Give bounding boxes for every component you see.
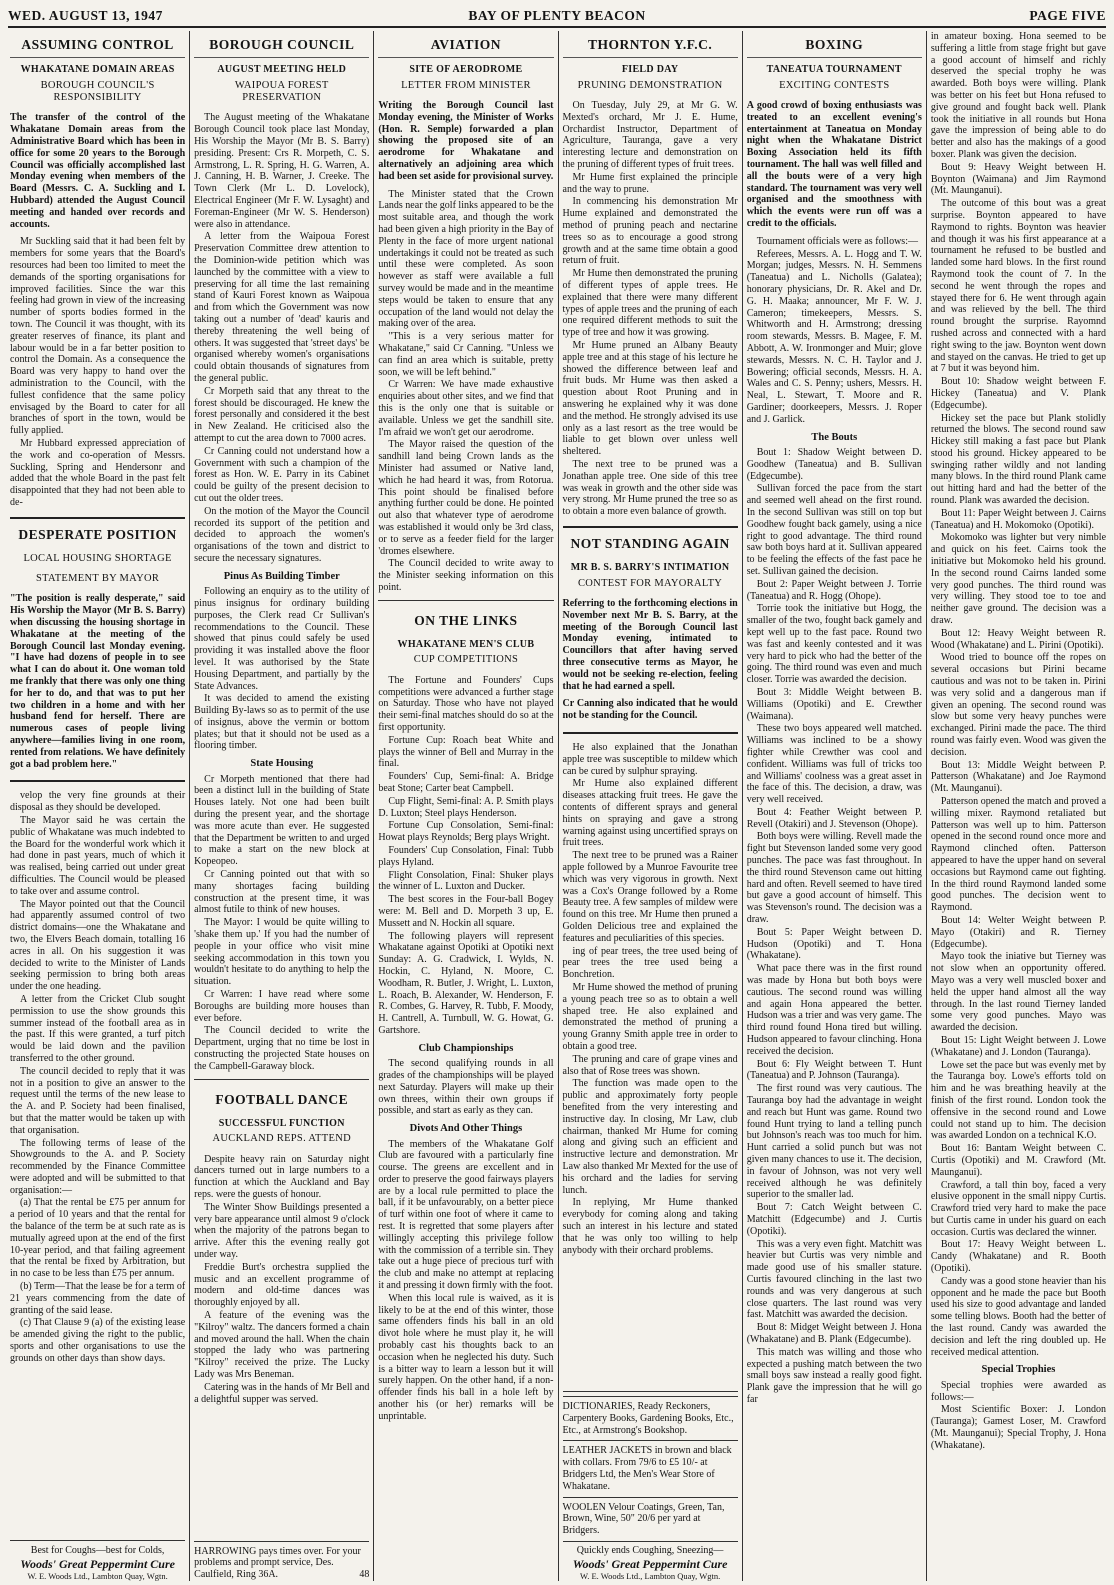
paragraph: The Fortune and Founders' Cups competitions were advanced a further stage on Saturday. Those who have not played their semi-final matches should do so at the first opportunity.	[378, 674, 554, 734]
boxed-article	[563, 526, 738, 734]
paragraph: Wood tried to bounce off the ropes on several occasions but Pirini became cautious and was not to be taken in. Pirini was very solid and a dangerous man if given an opening. The second round was slow but some very heavy punches were exchanged. Pirini made the pace. The third round was fairly even. Wood was given the decision.	[930, 652, 1107, 758]
subhead: AUGUST MEETING HELD	[217, 63, 347, 75]
advert-address: W. E. Woods Ltd., Lambton Quay, Wgtn.	[27, 1570, 168, 1581]
advert-number: 48	[359, 1569, 370, 1581]
column-1	[6, 31, 190, 1581]
paragraph: The best scores in the Four-ball Bogey were: M. Bell and D. Morpeth 3 up, E. Mussett and N. Hockin all square.	[378, 894, 554, 929]
paragraph: Most Scientific Boxer: J. London (Tauranga); Gamest Loser, M. Crawford (Mt. Maunganui); Special Trophy, J. Hona (Whakatane).	[930, 1404, 1107, 1451]
subhead: SITE OF AERODROME	[409, 63, 523, 75]
crosshead: Pinus As Building Timber	[223, 570, 340, 582]
paragraph: Bout 8: Midget Weight between J. Hona (Whakatane) and B. Plank (Edgecumbe).	[746, 1322, 922, 1345]
crosshead: Divots And Other Things	[409, 1123, 523, 1135]
paragraph: Catering was in the hands of Mr Bell and a delightful supper was served.	[194, 1381, 370, 1405]
paragraph: Bout 9: Heavy Weight between H. Boynton (Waimana) and Jim Raymond (Mt. Maunganui).	[930, 161, 1107, 197]
advert-address: W. E. Woods Ltd., Lambton Quay, Wgtn.	[579, 1570, 721, 1581]
paragraph: The next tree to be pruned was a Jonathan apple tree. One side of this tree was weak in growth and the other side was very strong. Mr Hume pruned the tree so as to obtain a more even balance of growth.	[562, 459, 738, 518]
paragraph: (b) Term—That the lease be for a term of 21 years commencing from the date of granting of the said lease.	[10, 1281, 186, 1316]
subhead: BOROUGH COUNCIL'S RESPONSIBILITY	[40, 79, 155, 104]
paragraph: Lowe set the pace but was evenly met by the Tauranga boy. Lowe's efforts told on him and he was breathing heavily at the finish of the first round. London took the offensive in the second round and Lowe could not stand up to him. The decision was awarded London on a technical K.O.	[930, 1059, 1107, 1142]
paragraph: On the motion of the Mayor the Council recorded its support of the petition and decided to approach the women's organisations of the town and district to secure the necessary signatures.	[194, 505, 370, 564]
paragraph: Bout 17: Heavy Weight between L. Candy (Whakatane) and R. Booth (Opotiki).	[930, 1239, 1107, 1275]
paragraph: Bout 10: Shadow weight between F. Hickey (Taneatua) and V. Plank (Edgecumbe).	[930, 376, 1107, 411]
divider	[194, 1079, 369, 1080]
paragraph: Cr Warren: I have read where some Boroughs are building more houses than ever before.	[194, 989, 370, 1024]
paragraph: Fortune Cup: Roach beat White and plays the winner of Bell and Murray in the final.	[378, 734, 554, 770]
headline-football-dance: FOOTBALL DANCE	[215, 1091, 349, 1107]
subhead: EXCITING CONTESTS	[779, 79, 890, 91]
headline-assuming-control: ASSUMING CONTROL	[10, 31, 185, 58]
paragraph: The outcome of this bout was a great surprise. Boynton appeared to have Raymond to rights. Boynton was heavier and though it was his first appearance at a tournament he refused to be bustled and landed some hard blows. In the first round Raymond took the count of 7. In the second he went through the ropes and stayed there for 6. He went through again and was relieved by the bell. The third round brought the surprise. Rayomnd rushed across and connected with a hard right swing to the jaw. Boynton went down and stayed on the canvas. He tried to get up at 7 but it was beyond him.	[930, 198, 1107, 375]
column-2	[190, 31, 374, 1581]
subhead: MR B. S. BARRY'S INTIMATION	[570, 561, 730, 573]
paragraph: The Mayor raised the question of the sandhill land being Crown lands as the Minister had assumed or Native land, which he had heard it was, from Rotorua. This point should be finalised before anything further could be done. He pointed out also that whatever type of aerodrome was established it would only be 3rd class, or to serve as a feeder field for the larger 'dromes elsewhere.	[378, 439, 554, 557]
advert-woods-peppermint	[563, 1541, 738, 1581]
advert-leather-jackets: LEATHER JACKETS in brown and black with collars. From 79/6 to £5 10/- at Bridgers Ltd, the Men's Wear Store of Whakatane.	[563, 1440, 738, 1496]
article-lead: Writing the Borough Council last Monday evening, the Minister of Works (Hon. R. Semple) forwarded a plan showing the proposed site of an aerodrome for Whakatane and alternatively an adjoining area which had been set aside for provisional survey.	[378, 100, 554, 182]
column-4	[559, 31, 743, 1581]
boxed-article	[10, 517, 185, 783]
paragraph: Hickey set the pace but Plank stolidly returned the blows. The second round saw Hickey still making a fast pace but Plank stood his ground. Hickey appeared to be swinging rather wildly and not landing many blows. In the third round Plank came out hitting hard and had the better of the round. Plank was awarded the decision.	[930, 412, 1107, 507]
subhead: CUP COMPETITIONS	[413, 654, 519, 666]
advert-dictionaries: DICTIONARIES, Ready Reckoners, Carpentery Books, Gardening Books, Etc., Etc., at Armstrong's Bookshop.	[563, 1396, 738, 1440]
paragraph: The Council decided to write the Department, urging that no time be lost in constructing the projected State houses on the Campbell-Garaway block.	[194, 1025, 370, 1072]
paragraph: A letter from the Cricket Club sought permission to use the show grounds this summer instead of the football area as in the past. If this were granted, a turf pitch would be laid down and the pavilion transferred to the other ground.	[10, 993, 186, 1064]
paragraph: The Council decided to write away to the Minister seeking information on this point.	[378, 558, 554, 593]
paragraph: When this local rule is waived, as it is likely to be at the end of this winter, those same offenders finds his ball in an old divot hole where he must play it, he will probably cast his thoughts back to an occasion when he neglected his duty. Such is a bitter way to learn a lesson but it will surely happen. On the other hand, if a non-offender finds his ball in a hole left by another his (or her) remarks will be unprintable.	[378, 1292, 554, 1422]
paragraph: What pace there was in the first round was made by Hona but both boys were cautious. The second round was willing and again Hona appeared the better. Hudson was a trier and was very game. The third round found Hona tired but willing. Hudson appeared to favour clinching. Hona received the decision.	[746, 963, 922, 1057]
paragraph: Cup Flight, Semi-final: A. P. Smith plays D. Luxton; Steel plays Henderson.	[378, 795, 554, 819]
paragraph: The next tree to be pruned was a Rainer apple followed by a Munroe Favourite tree which was very vigorous in growth. Next was a Cox's Orange followed by a Rome Beauty tree. A few samples of mildew were found on this tree. Mr Hume then pruned a Golden Delicious tree and explained the features and peculiarities of this species.	[562, 850, 738, 944]
paragraph: (a) That the rental be £75 per annum for a period of 10 years and that the rental for the balance of the term be at such rate as is mutually agreed upon at the end of the first 10-year period, and that failing agreement that the rental be fixed by Arbitration, but in no case to be less than £75 per annum.	[10, 1197, 186, 1280]
paragraph: Both boys were willing. Revell made the fight but Stevenson landed some very good punches. The pace was fast throughout. In the third round Stevenson came out hitting hard and often. Revell seemed to have tired but gave a good account of himself. This was Stevenson's round. The decision was a draw.	[746, 831, 922, 926]
paragraph: Bout 16: Bantam Weight between C. Curtis (Opotiki) and M. Crawford (Mt. Maunganui).	[930, 1143, 1107, 1178]
crosshead: Club Championships	[418, 1042, 514, 1054]
paragraph: Bout 11: Paper Weight between J. Cairns (Taneatua) and H. Mokomoko (Opotiki).	[930, 507, 1107, 531]
paragraph: Bout 5: Paper Weight between D. Hudson (Opotiki) and T. Hona (Whakatane).	[746, 926, 922, 962]
paragraph: The council decided to reply that it was not in a position to give an answer to the request until the terms of the new lease to the A. and P. Society had been finalised, but that the matter would be taken up with that organisation.	[10, 1065, 186, 1136]
subhead: SUCCESSFUL FUNCTION	[218, 1117, 345, 1129]
advert-harrowing	[194, 1541, 369, 1581]
paragraph: Bout 12: Heavy Weight between R. Wood (Whakatane) and L. Pirini (Opotiki).	[930, 627, 1107, 651]
paragraph: Candy was a good stone heavier than his opponent and he made the pace but Booth used his size to good advantage and landed some telling blows. Booth had the better of the last round. Candy was awarded the decision and left the ring doubled up. He received medical attention.	[930, 1275, 1107, 1358]
paragraph: He also explained that the Jonathan apple tree was susceptible to mildew which can be cured by sulphur spraying.	[562, 742, 738, 777]
paragraph: (c) That Clause 9 (a) of the existing lease be amended giving the right to the public, sports and other organisations to use the grounds on other days than show days.	[10, 1317, 186, 1364]
headline-borough-council: BOROUGH COUNCIL	[194, 31, 369, 58]
paragraph: Cr Morpeth mentioned that there had been a distinct lull in the building of State Houses lately. Not one had been built during the present year, and the shortage was more acute than ever. He suggested that the Department be written to and urged to make a start on the new block at Kopeopeo.	[194, 773, 370, 868]
paragraph: The following terms of lease of the Showgrounds to the A. and P. Society recommended by the Finance Committee were adopted and will be submitted to that organisation:—	[10, 1137, 186, 1196]
headline-boxing: BOXING	[747, 31, 922, 58]
column-3	[374, 31, 558, 1581]
issue-date: WED. AUGUST 13, 1947	[8, 8, 163, 23]
paragraph: Special trophies were awarded as follows:—	[930, 1379, 1107, 1403]
paragraph: Referees, Messrs. A. L. Hogg and T. W. Morgan; judges, Messrs. N. H. Semmens (Taneatua) and L. Nicholls (Galatea); honorary physicians, Dr. R. Akel and Dr. G. H. Maaka; announcer, Mr F. W. J. Cameron; timekeepers, Messrs. S. Whitworth and H. Armstrong; dressing room stewards, Messrs. B. Magee, F. M. Abbott, A. W. Ironmonger and Muir; glove stewards, Messrs. N. C. H. Taylor and J. Bowering; official seconds, Messrs. H. A. Wales and C. S. Penny; ushers, Messrs. H. Neal, L. Stewart, T. Moore and R. Gardiner; doorkeepers, Messrs. J. Roper and J. Garlick.	[746, 248, 922, 425]
headline-not-standing-again: NOT STANDING AGAIN	[570, 535, 730, 551]
subhead: FIELD DAY	[621, 63, 679, 75]
subhead: PRUNING DEMONSTRATION	[577, 79, 723, 91]
classified-adverts	[563, 1391, 738, 1581]
subhead: LETTER FROM MINISTER	[401, 79, 531, 91]
paragraph: Tournament officials were as follows:—	[756, 235, 918, 247]
paragraph: in amateur boxing. Hona seemed to be suffering a little from stage fright but gave a good account of himself and richly deserved the special trophy he was awarded. Both boys were willing. Plank was better on his feet but Hona refused to give ground and fought back well. Plank took the initiative in all rounds but Hona gave the impression of being able to do better and also has the makings of a good boxer. Plank was given the decision.	[930, 31, 1107, 160]
paragraph: Despite heavy rain on Saturday night dancers turned out in large numbers to a function at which the Auckland and Bay reps. were the guests of honour.	[194, 1153, 370, 1201]
subhead: AUCKLAND REPS. ATTEND	[212, 1133, 351, 1145]
paragraph: Bout 14: Welter Weight between P. Mayo (Otakiri) and R. Tierney (Edgecumbe).	[930, 914, 1107, 950]
paragraph: Flight Consolation, Final: Shuker plays the winner of L. Luxton and Ducker.	[378, 869, 554, 893]
advert-woods-peppermint	[10, 1540, 185, 1581]
paragraph: Mr Suckling said that it had been felt by members for some years that the Board's resources had been too limited to meet the demands of the sporting organisations for improved facilities. Since the war this feeling had grown in view of the increasing number of sports bodies formed in the town. The Council it was thought, with its greater reserves of finance, its plant and labour would be in a far better position to control the Domain. As a consequence the Board was very happy to hand over the administration to the Council, with the fullest confidence that the same policy envisaged by the Board to cater for all branches of sport in the town, would be fully applied.	[10, 236, 186, 437]
paragraph: This was a very even fight. Matchitt was heavier but Curtis was very nimble and made good use of his smaller stature. Curtis favoured clinching in the last two rounds and was very dangerous at such close quarters. The last round was very fast. Matchitt was awarded the decision.	[746, 1238, 922, 1321]
headline-aviation: AVIATION	[378, 31, 553, 58]
paragraph: Mr Hume pruned an Albany Beauty apple tree and at this stage of his lecture he showed the difference between leaf and fruit buds. Mr Hume was then asked a question about Root Pruning and in answering he explained why it was done and the method. He strongly advised its use only as a last resort as the tree would be liable to get blown over unless well sheltered.	[562, 340, 738, 458]
paragraph: Patterson opened the match and proved a willing mixer. Raymond retaliated but Patterson was well up to him. Patterson opened in the second round once more and Raymond clinched often. Patterson appeared to have the upper hand on several occasions but Raymond came out fighting. In the third round Raymond landed some good punches. The decision went to Raymond.	[930, 796, 1107, 914]
subhead: WHAKATANE MEN'S CLUB	[397, 638, 535, 650]
paragraph: In replying, Mr Hume thanked everybody for coming along and taking such an interest in his lecture and stated that he was only too willing to help anybody with their orchard problems.	[562, 1197, 738, 1256]
paragraph: The Minister stated that the Crown Lands near the golf links appeared to be the most suitable area, and though the work had been given a high priority in the Bay of Plenty in the face of more urgent national undertakings it could not be treated as such until these were completed. As soon however as staff were available a full survey would be made and in the meantime steps would be taken to ensure that any occupation of the land would not delay the making over of the area.	[378, 188, 554, 330]
paragraph: Fortune Cup Consolation, Semi-final: Howat plays Reynolds; Berg plays Wright.	[378, 820, 554, 844]
headline-on-the-links: ON THE LINKS	[414, 612, 518, 628]
page-number: PAGE FIVE	[1029, 8, 1106, 23]
paragraph: The members of the Whakatane Golf Club are favoured with a particularly fine course. The greens are excellent and in order to preserve the good fairways players are by a local rule permitted to place the ball, if it be unfavourably, on a better piece of turf within one foot of where it came to rest. It is regretted that some players after willingly accepting this privilege follow with the commission of a terrible sin. They take out a huge piece of precious turf with the club and make no attempt at replacing it and pressing it down firmly with the foot.	[378, 1138, 554, 1292]
subhead: TANEATUA TOURNAMENT	[766, 63, 902, 75]
paragraph: The Mayor pointed out that the Council had apparently assumed control of two district domains—one the Whakatane and two, the Elvers Beach domain, totalling 16 acres in all. On his suggestion it was decided to write to the Minister of Lands seeking permission to bring both areas under the one heading.	[10, 898, 186, 993]
paragraph: velop the very fine grounds at their disposal as they should be developed.	[10, 790, 186, 814]
paragraph: ing of pear trees, the tree used being of pear trees the tree used being a Bonchretion.	[562, 945, 738, 981]
paragraph: Cr Canning pointed out that with so many shortages facing building construction at the present time, it was almost futile to think of new houses.	[194, 869, 370, 916]
paragraph: These two boys appeared well matched. Williams was inclined to be a showy fighter while Crewther was cool and confident. Williams was full of tricks too and Williams' coolness was a great asset in the face of this. The decision, a draw, was very well received.	[746, 723, 922, 806]
paragraph: Torrie took the initiative but Hogg, the smaller of the two, fought back gamely and kept well up to the fast pace. Round two was fast and keenly contested and it was very hard to pick who had the better of the going. The third round was even and much closer. Torrie was awarded the decision.	[746, 603, 922, 686]
paragraph: Crawford, a tall thin boy, faced a very elusive opponent in the small nippy Curtis. Crawford tried very hard to make the pace but Curtis came in under his guard on each occasion. Curtis was declared the winner.	[930, 1179, 1107, 1238]
paragraph: Sullivan forced the pace from the start and seemed well ahead on the first round. In the second Sullivan was still on top but Goodhew fought back gamely, using a nice right to good advantage. The third round saw both boys hard at it. Sullivan appeared to be feeling the effects of the fast pace he set. Sullivan gained the decision.	[746, 483, 922, 577]
paragraph: The function was made open to the public and approximately forty people benefited from the very interesting and instructive day. In closing, Mr Law, club chairman, thanked Mr Hume for coming along and giving such an efficient and instructive lecture and demonstration. Mr Law also thanked Mr Mexted for the use of his orchard and the ladies for serving lunch.	[562, 1078, 738, 1196]
crosshead: Special Trophies	[981, 1364, 1056, 1376]
mayor-quote: "The position is really desperate," said His Worship the Mayor (Mr B. S. Barry) when discussing the housing shortage in Whakatane at the meeting of the Borough Council last Monday evening. "I have had dozens of people in to see what I can do about it. One woman told me frankly that there was only one thing for her to do, and that was to put her two children in a home and with her husband fend for herself. There are numerous cases of people living anywhere—families living in one room, rented from relations. We have definitely got a bad problem here."	[10, 593, 186, 770]
paragraph: "This is a very serious matter for Whakatane," said Cr Canning. "Unless we can find an area which is suitable, pretty soon, we will be left behind."	[378, 331, 554, 378]
paragraph: It was decided to amend the existing Building By-laws so as to permit of the use of insignus, above the vermin or bottom plates; but that it should not be used as a flooring timber.	[194, 693, 370, 752]
newspaper-title: BAY OF PLENTY BEACON	[468, 8, 646, 23]
paragraph: The Mayor: I would be quite willing to 'shake them up.' If you had the number of people in your office who visit mine seeking accommodation in this town you wouldn't hesitate to do anything to help the situation.	[194, 917, 370, 988]
headline-thornton-yfc: THORNTON Y.F.C.	[563, 31, 738, 58]
crosshead: The Bouts	[811, 431, 858, 443]
article-lead: The transfer of the control of the Whakatane Domain areas from the Administrative Board which has been in office for some 20 years to the Borough Council was officially accomplished last Monday evening when members of the Board (Messrs. C. A. Suckling and I. Hubbard) attended the August Council meeting and handed over records and accounts.	[10, 112, 186, 230]
paragraph: The Mayor said he was certain the public of Whakatane was much indebted to the Board for the wonderful work which it had done in past years, much of which it was realised, being carried out under great difficulties. The Council would be pleased to take over and assume control.	[10, 814, 186, 897]
paragraph: The August meeting of the Whakatane Borough Council took place last Monday, His Worship the Mayor (Mr B. S. Barry) presiding. Present: Crs R. Morpeth, C. S. Armstrong, L. R. Spring, H. G. Warren, A. J. Canning, H. B. Warner, J. Creeke. The Town Clerk (Mr L. D. Lovelock), Electrical Engineer (Mr F. W. Lysaght) and Foreman-Engineer (Mr W. S. Henderson) were also in attendance.	[194, 112, 370, 230]
columns	[6, 31, 1110, 1581]
divider	[378, 600, 553, 601]
paragraph: Mr Hume also explained different diseases attacking fruit trees. He gave the contents of different sprays and general hints on spraying and gave a strong warning against using uncertified sprays on fruit trees.	[562, 778, 738, 849]
subhead: STATEMENT BY MAYOR	[35, 573, 160, 585]
paragraph: Mayo took the iniative but Tierney was not slow when an opportunity offered. Mayo was a very well muscled boxer and held the upper hand almost all the way through. In the last round Tierney landed some very good punches. Mayo was awarded the decision.	[930, 951, 1107, 1034]
paragraph: The first round was very cautious. The Tauranga boy had the advantage in weight and reach but Hunt was game. Round two found Hunt trying to land a telling punch but Johnson's reach was too much for him. Hunt carried a solid punch but was not given many chances to use it. The decision, in favour of Johnson, was not very well received although he was definitely superior to the smaller lad.	[746, 1083, 922, 1201]
paragraph: In commencing his demonstration Mr Hume explained and demonstrated the method of pruning peach and nectarine trees so as to encourage a good strong growth and at the same time obtain a good return of fruit.	[562, 196, 738, 267]
paragraph: Bout 3: Middle Weight between B. Williams (Opotiki) and E. Crewther (Waimana).	[746, 686, 922, 722]
article-lead: Cr Canning also indicated that he would not be standing for the Council.	[562, 698, 738, 722]
paragraph: The Winter Show Buildings presented a very bare appearance until almost 9 o'clock when the majority of the patrons began to arrive. After this the evening really got under way.	[194, 1201, 370, 1261]
advert-brand: Woods' Great Peppermint Cure	[20, 1556, 175, 1571]
paragraph: On Tuesday, July 29, at Mr G. W. Mexted's orchard, Mr J. E. Hume, Orchardist Instructor, Department of Agriculture, Tauranga, gave a very interesting lecture and demonstration on the pruning of different types of fruit trees.	[562, 100, 738, 171]
paragraph: This match was willing and those who expected a pushing match between the two small boys saw instead a really good fight. Plank gave the impression that he will go far	[746, 1346, 922, 1405]
paragraph: A letter from the Waipoua Forest Preservation Committee drew attention to the Dominion-wide petition which was launched by the committee with a view to preserving for all time the last remaining stand of Kauri Forest known as Waipoua and from which the Government was now taking out a number of 'dead' kauris and thereby threatening the well being of others. It was suggested that 'street days' be organised whereby women's organisations could obtain thousands of signatures from the general public.	[194, 231, 370, 384]
paragraph: The second qualifying rounds in all grades of the championships will be played next Saturday. Players will make up their own threes, within their own groups if possible, and start as early as they can.	[378, 1058, 554, 1117]
subhead: CONTEST FOR MAYORALTY	[578, 577, 723, 589]
column-5	[743, 31, 927, 1581]
masthead	[8, 6, 1106, 28]
subhead: WHAKATANE DOMAIN AREAS	[20, 63, 175, 75]
paragraph: Freddie Burt's orchestra supplied the music and an excellent programme of modern and old-time dances was thoroughly enjoyed by all.	[194, 1261, 370, 1309]
paragraph: A feature of the evening was the "Kilroy" waltz. The dancers formed a chain and moved around the hall. When the chain stopped the lady who was partnering "Kilroy" received the prize. The Lucky Lady was Mrs Beneman.	[194, 1310, 370, 1381]
subhead: LOCAL HOUSING SHORTAGE	[23, 552, 172, 564]
headline-desperate-position: DESPERATE POSITION	[18, 526, 177, 542]
paragraph: Cr Canning could not understand how a Government with such a champion of the forest as Hon. W. E. Parry in its Cabinet could be guilty of the present decision to cut out the older trees.	[194, 445, 370, 504]
paragraph: Bout 6: Fly Weight between T. Hunt (Taneatua) and P. Johnson (Tauranga).	[746, 1058, 922, 1082]
advert-brand: Woods' Great Peppermint Cure	[572, 1556, 728, 1571]
article-lead: A good crowd of boxing enthusiasts was treated to an excellent evening's entertainment at Taneatua on Monday night when the Whakatane District Boxing Association held its fifth tournament. The hall was well filled and all the bouts were of a very high standard. The tournament was very well organised and the smoothness with which the events were run off was a credit to the officials.	[746, 100, 922, 230]
paragraph: Bout 2: Paper Weight between J. Torrie (Taneatua) and R. Hogg (Ohope).	[746, 578, 922, 602]
paragraph: Bout 1: Shadow Weight between D. Goodhew (Taneatua) and B. Sullivan (Edgecumbe).	[746, 446, 922, 482]
paragraph: Mr Hume first explained the principle and the way to prune.	[562, 171, 738, 195]
paragraph: Founders' Cup, Semi-final: A. Bridge beat Stone; Carter beat Campbell.	[378, 771, 554, 795]
paragraph: Bout 15: Light Weight between J. Lowe (Whakatane) and J. London (Tauranga).	[930, 1034, 1107, 1058]
paragraph: Cr Morpeth said that any threat to the forest should be discouraged. He knew the forest personally and considered it the best in New Zealand. He criticised also the attempt to cut the area down to 7000 acres.	[194, 385, 370, 444]
advert-line: Quickly ends Coughing, Sneezing—	[576, 1545, 724, 1557]
paragraph: The pruning and care of grape vines and also that of Rose trees was shown.	[562, 1053, 738, 1077]
advert-line: Best for Coughs—best for Colds,	[30, 1545, 165, 1557]
paragraph: Bout 13: Middle Weight between P. Patterson (Whakatane) and Joe Raymond (Mt. Maunganui).	[930, 759, 1107, 795]
article-lead: Referring to the forthcoming elections in November next Mr B. S. Barry, at the meeting of the Borough Council last Monday evening, intimated to Councillors that after having served three consecutive terms as Mayor, he would not be seeking re-election, feeling that he had earned a spell.	[562, 598, 738, 692]
paragraph: Mr Hume then demonstrated the pruning of different types of apple trees. He explained that there were many different types of apple trees and the pruning of each one required different methods to suit the type of tree and how it was growing.	[562, 268, 738, 339]
column-6	[927, 31, 1110, 1581]
paragraph: Following an enquiry as to the utility of pinus insignus for ordinary building purposes, the Clerk read Cr Sullivan's recommendations to the Council. These showed that pinus could safely be used providing it was installed above the floor level. It was authorised by the State Housing Department, and partially by the State Advances.	[194, 586, 370, 692]
paragraph: The following players will represent Whakatane against Opotiki at Opotiki next Sunday: A. G. Cradwick, I. Wylds, N. Hockin, C. Hyland, N. Moore, C. Woodham, R. Butler, J. Wright, L. Luxton, L. Roach, B. Alexander, W. Henderson, F. R. Combes, G. Harvey, R. Tubb, F. Moody, H. Cantrell, A. Turnbull, W. G. Howat, G. Gartshore.	[378, 930, 554, 1036]
crosshead: State Housing	[250, 758, 314, 770]
subhead: WAIPOUA FOREST PRESERVATION	[234, 79, 329, 104]
paragraph: Cr Warren: We have made exhaustive enquiries about other sites, and we find that this is the only one that is suitable or available. Unless we get the sandhill site. I'm afraid we won't get our aerodrome.	[378, 379, 554, 438]
paragraph: Mr Hume showed the method of pruning a young peach tree so as to obtain a well shaped tree. He also explained and demonstrated the method of pruning a young Granny Smith apple tree in order to obtain a good tree.	[562, 981, 738, 1052]
advert-woolen-coatings: WOOLEN Velour Coatings, Green, Tan, Brown, Wine, 50" 20/6 per yard at Bridgers.	[563, 1497, 738, 1541]
advert-text: HARROWING pays times over. For your problems and prompt service, Des. Caulfield, Ring 36A.	[194, 1545, 361, 1581]
paragraph: Mr Hubbard expressed appreciation of the work and co-operation of Messrs. Suckling, Spring and Hendersonr and added that the whole Board in the past felt disappointed that they had not been able to de-	[10, 437, 186, 508]
paragraph: Bout 4: Feather Weight between P. Revell (Otakiri) and J. Stevenson (Ohope).	[746, 806, 922, 830]
paragraph: Bout 7: Catch Weight between C. Matchitt (Edgecumbe) and J. Curtis (Opotiki).	[746, 1202, 922, 1237]
paragraph: Mokomoko was lighter but very nimble and quick on his feet. Cairns took the initiative but Mokomoko held his ground. In the second round Cairns landed some very good punches. The third round was very willing. They stood toe to toe and neither gave ground. The decision was a draw.	[930, 532, 1107, 627]
paragraph: Founders' Cup Consolation, Final: Tubb plays Hyland.	[378, 845, 554, 868]
